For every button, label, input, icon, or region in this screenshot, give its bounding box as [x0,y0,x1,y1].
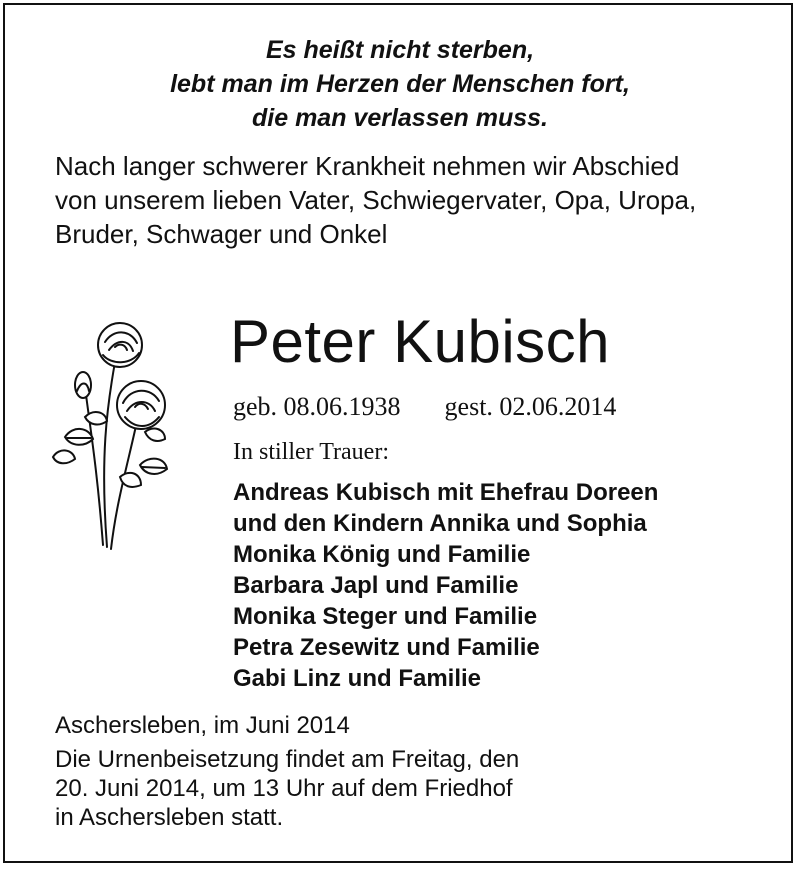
mourner-entry: Andreas Kubisch mit Ehefrau Doreen [233,479,659,506]
motto-line: die man verlassen muss. [252,104,548,132]
burial-line: in Aschersleben statt. [55,804,284,831]
mourner-entry: Monika Steger und Familie [233,603,538,630]
death-date: gest. 02.06.2014 [444,392,617,421]
deceased-name: Peter Kubisch [230,308,611,375]
place-date: Aschersleben, im Juni 2014 [55,712,350,739]
intro-line: Nach langer schwerer Krankheit nehmen wir Abschied [55,151,680,181]
mourner-entry: Petra Zesewitz und Familie [233,634,540,661]
intro-line: Bruder, Schwager und Onkel [55,219,388,249]
obituary-notice [3,3,793,863]
birth-date: geb. 08.06.1938 [233,392,401,421]
intro-text [55,149,795,251]
motto-line: lebt man im Herzen der Menschen fort, [170,70,630,98]
burial-notice [55,745,755,832]
motto-line: Es heißt nicht sterben, [265,36,535,64]
mourner-entry: und den Kindern Annika und Sophia [233,510,647,537]
mourning-label: In stiller Trauer: [233,439,389,465]
intro-line: von unserem lieben Vater, Schwiegervater, Opa, Uropa, [55,185,697,215]
mourner-entry: Barbara Japl und Familie [233,572,519,599]
burial-line: 20. Juni 2014, um 13 Uhr auf dem Friedhof [55,775,513,802]
burial-line: Die Urnenbeisetzung findet am Freitag, den [55,746,520,773]
motto [5,33,795,135]
rose-icon [45,317,175,557]
mourners-list [233,477,658,694]
mourner-entry: Monika König und Familie [233,541,531,568]
mourner-entry: Gabi Linz und Familie [233,665,482,692]
life-dates [233,391,616,423]
